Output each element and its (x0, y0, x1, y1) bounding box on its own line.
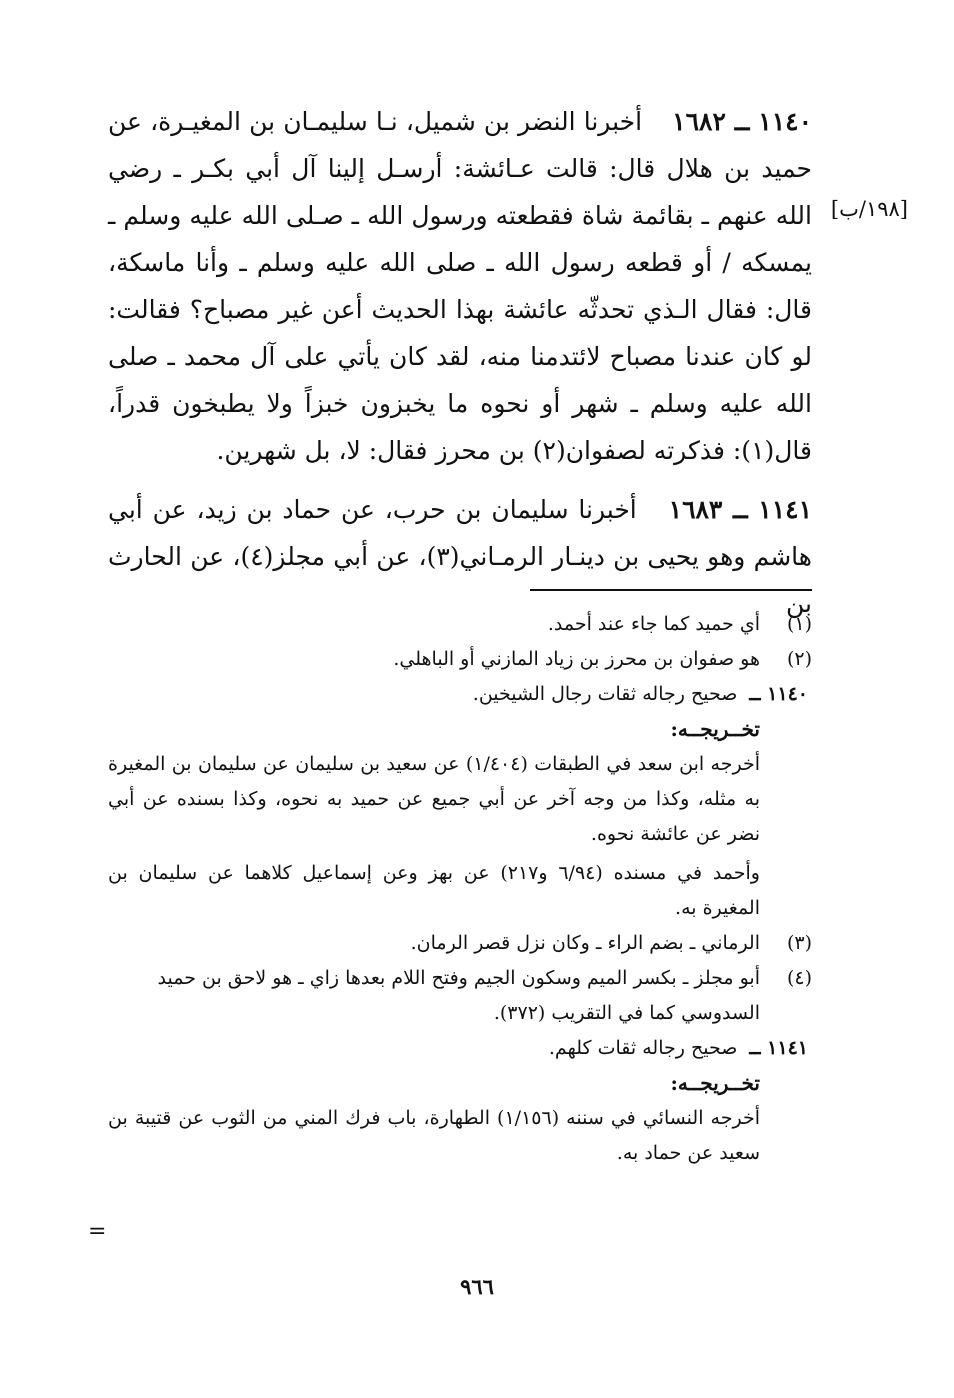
takhrij-paragraph: أخرجه ابن سعد في الطبقات (١/٤٠٤) عن سعيد بن سليمان عن سليمان بن المغيرة به مثله، وكذا من وجه آخر عن أبي جميع عن حميد به نحوه، وكذا بسنده عن أبي نضر عن عائشة نحوه. (108, 753, 760, 845)
hadith-text: أخبرنا النضر بن شميل، نـا سليمـان بن المغيـرة، عن حميد بن هلال قال: قالت عـائشة: أرسـل إلينا آل أبي بكـر ـ رضي الله عنهم ـ بقائمة شاة فقطعته ورسول الله ـ صـلى الله عليه وسلم ـ يمسكه / أو قطعه رسول الله ـ صلى الله عليه وسلم ـ وأنا ماسكة، قال: فقال الـذي تحدثّه عائشة بهذا الحديث أعن غير مصباح؟ فقالت: لو كان عندنا مصباح لائتدمنا منه، لقد كان يأتي على آل محمد ـ صلى الله عليه وسلم ـ شهر أو نحوه ما يخبزون خبزاً ولا يطبخون قدراً، قال(١): فذكرته لصفوان(٢) بن محرز فقال: لا، بل شهرين. (108, 107, 812, 465)
footnote-number: (٣) (786, 932, 812, 954)
takhrij-heading: تخــريجــه: (670, 1071, 760, 1095)
footnote-text: الرماني ـ بضم الراء ـ وكان نزل قصر الرمان. (410, 932, 760, 954)
footnote-text: أي حميد كما جاء عند أحمد. (547, 613, 760, 635)
hadith-1141 (108, 486, 812, 627)
grading-1140 (108, 677, 812, 712)
manuscript-folio-reference: [١٩٨/ب] (830, 197, 908, 221)
takhrij-heading: تخــريجــه: (670, 717, 760, 741)
hadith-text: أخبرنا سليمان بن حرب، عن حماد بن زيد، عن أبي هاشم وهو يحيى بن دينـار الرمـاني(٣)، عن أبي مجلز(٤)، عن الحارث بن (108, 495, 812, 618)
hadith-1140 (108, 98, 812, 474)
footnote-text: أبو مجلز ـ بكسر الميم وسكون الجيم وفتح اللام بعدها زاي ـ هو لاحق بن حميد السدوسي كما في التقريب (٣٧٢). (157, 967, 760, 1024)
takhrij-paragraph: أخرجه النسائي في سننه (١/١٥٦) الطهارة، باب فرك المني من الثوب عن قتيبة بن سعيد عن حماد به. (108, 1107, 760, 1164)
takhrij-paragraph: وأحمد في مسنده (٦/٩٤ و٢١٧) عن بهز وعن إسماعيل كلاهما عن سليمان بن المغيرة به. (108, 862, 760, 919)
grading-number: ١١٤١ ــ (749, 1037, 808, 1059)
main-text (108, 98, 812, 627)
footnote-number: (١) (786, 613, 812, 635)
footnote-number: (٢) (786, 648, 812, 670)
continuation-mark: = (88, 1219, 107, 1244)
footnote-4 (108, 961, 812, 1031)
hadith-number: ١١٤٠ ــ ١٦٨٢ (672, 107, 812, 136)
footnote-2 (108, 642, 812, 677)
page-number: ٩٦٦ (460, 1274, 494, 1299)
grading-text: صحيح رجاله ثقات رجال الشيخين. (472, 683, 738, 705)
hadith-number: ١١٤١ ــ ١٦٨٣ (668, 495, 812, 524)
footnote-3 (108, 926, 812, 961)
footnote-1 (108, 607, 812, 642)
grading-number: ١١٤٠ ــ (749, 683, 808, 705)
footnotes (108, 607, 812, 1171)
footnote-text: هو صفوان بن محرز بن زياد المازني أو الباهلي. (393, 648, 760, 670)
footnote-divider (530, 589, 812, 591)
takhrij-1140 (108, 747, 812, 926)
grading-text: صحيح رجاله ثقات كلهم. (548, 1037, 738, 1059)
footnote-number: (٤) (786, 967, 812, 989)
grading-1141 (108, 1031, 812, 1066)
takhrij-1141 (108, 1101, 812, 1171)
